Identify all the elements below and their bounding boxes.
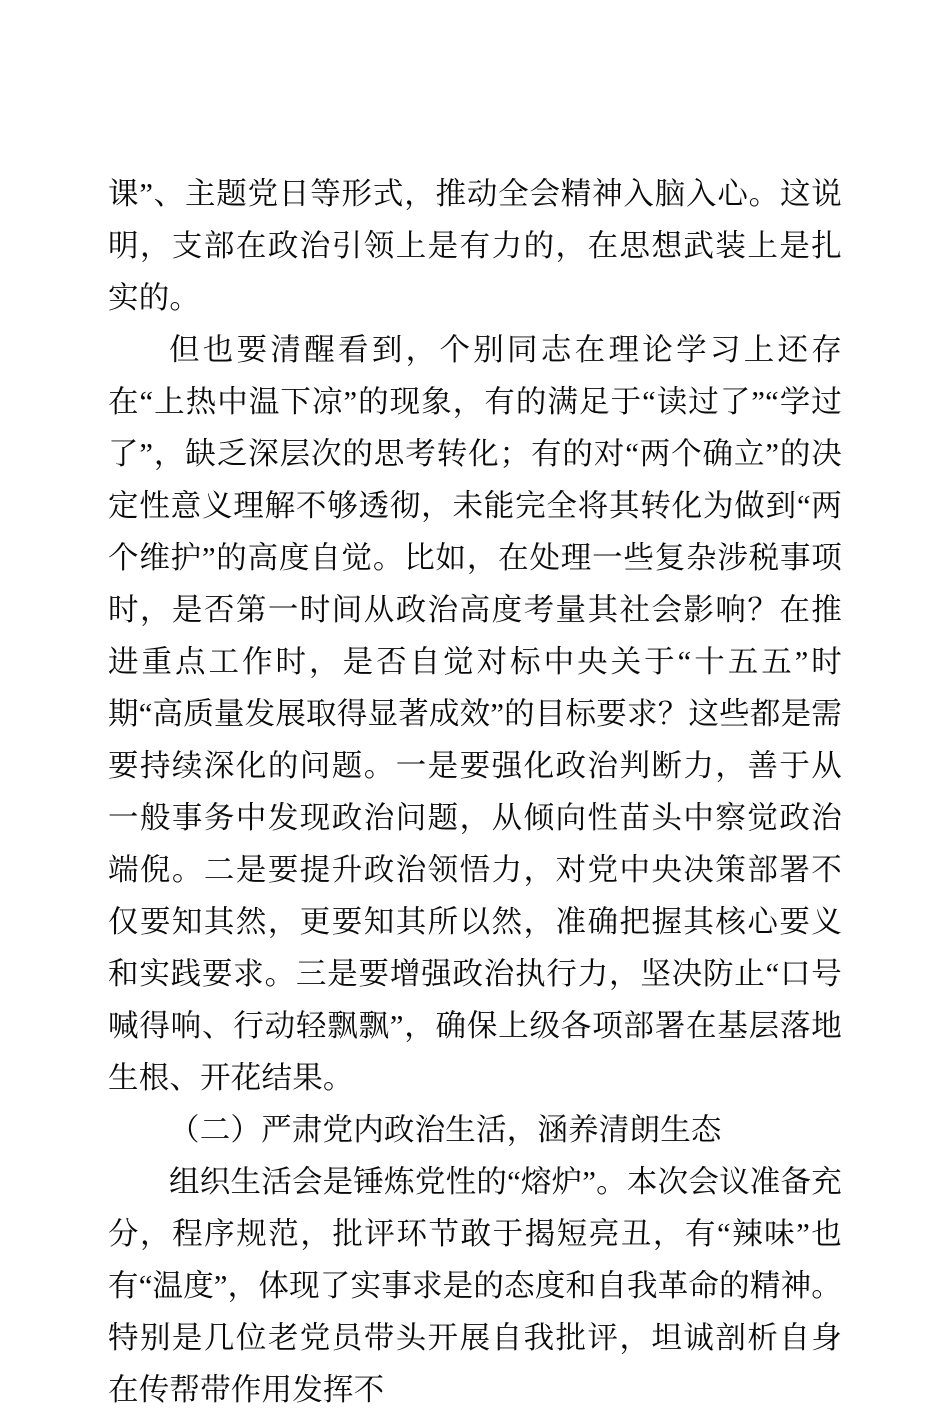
paragraph: 课”、主题党日等形式，推动全会精神入脑入心。这说明，支部在政治引领上是有力的，在思想武装上是扎实的。 [108,177,842,315]
document-body [108,168,842,1416]
paragraph: 但也要清醒看到，个别同志在理论学习上还存在“上热中温下凉”的现象，有的满足于“读过了”“学过了”，缺乏深层次的思考转化；有的对“两个确立”的决定性意义理解不够透彻，未能完全将其转化为做到“两个维护”的高度自觉。比如，在处理一些复杂涉税事项时，是否第一时间从政治高度考量其社会影响？在推进重点工作时，是否自觉对标中央关于“十五五”时期“高质量发展取得显著成效”的目标要求？这些都是需要持续深化的问题。一是要强化政治判断力，善于从一般事务中发现政治问题，从倾向性苗头中察觉政治端倪。二是要提升政治领悟力，对党中央决策部署不仅要知其然，更要知其所以然，准确把握其核心要义和实践要求。三是要增强政治执行力，坚决防止“口号喊得响、行动轻飘飘”，确保上级各项部署在基层落地生根、开花结果。 [108,333,842,1095]
paragraph: 组织生活会是锤炼党性的“熔炉”。本次会议准备充分，程序规范，批评环节敢于揭短亮丑，有“辣味”也有“温度”，体现了实事求是的态度和自我革命的精神。特别是几位老党员带头开展自我批评，坦诚剖析自身在传帮带作用发挥不 [108,1165,842,1407]
section-heading: （二）严肃党内政治生活，涵养清朗生态 [169,1113,722,1147]
